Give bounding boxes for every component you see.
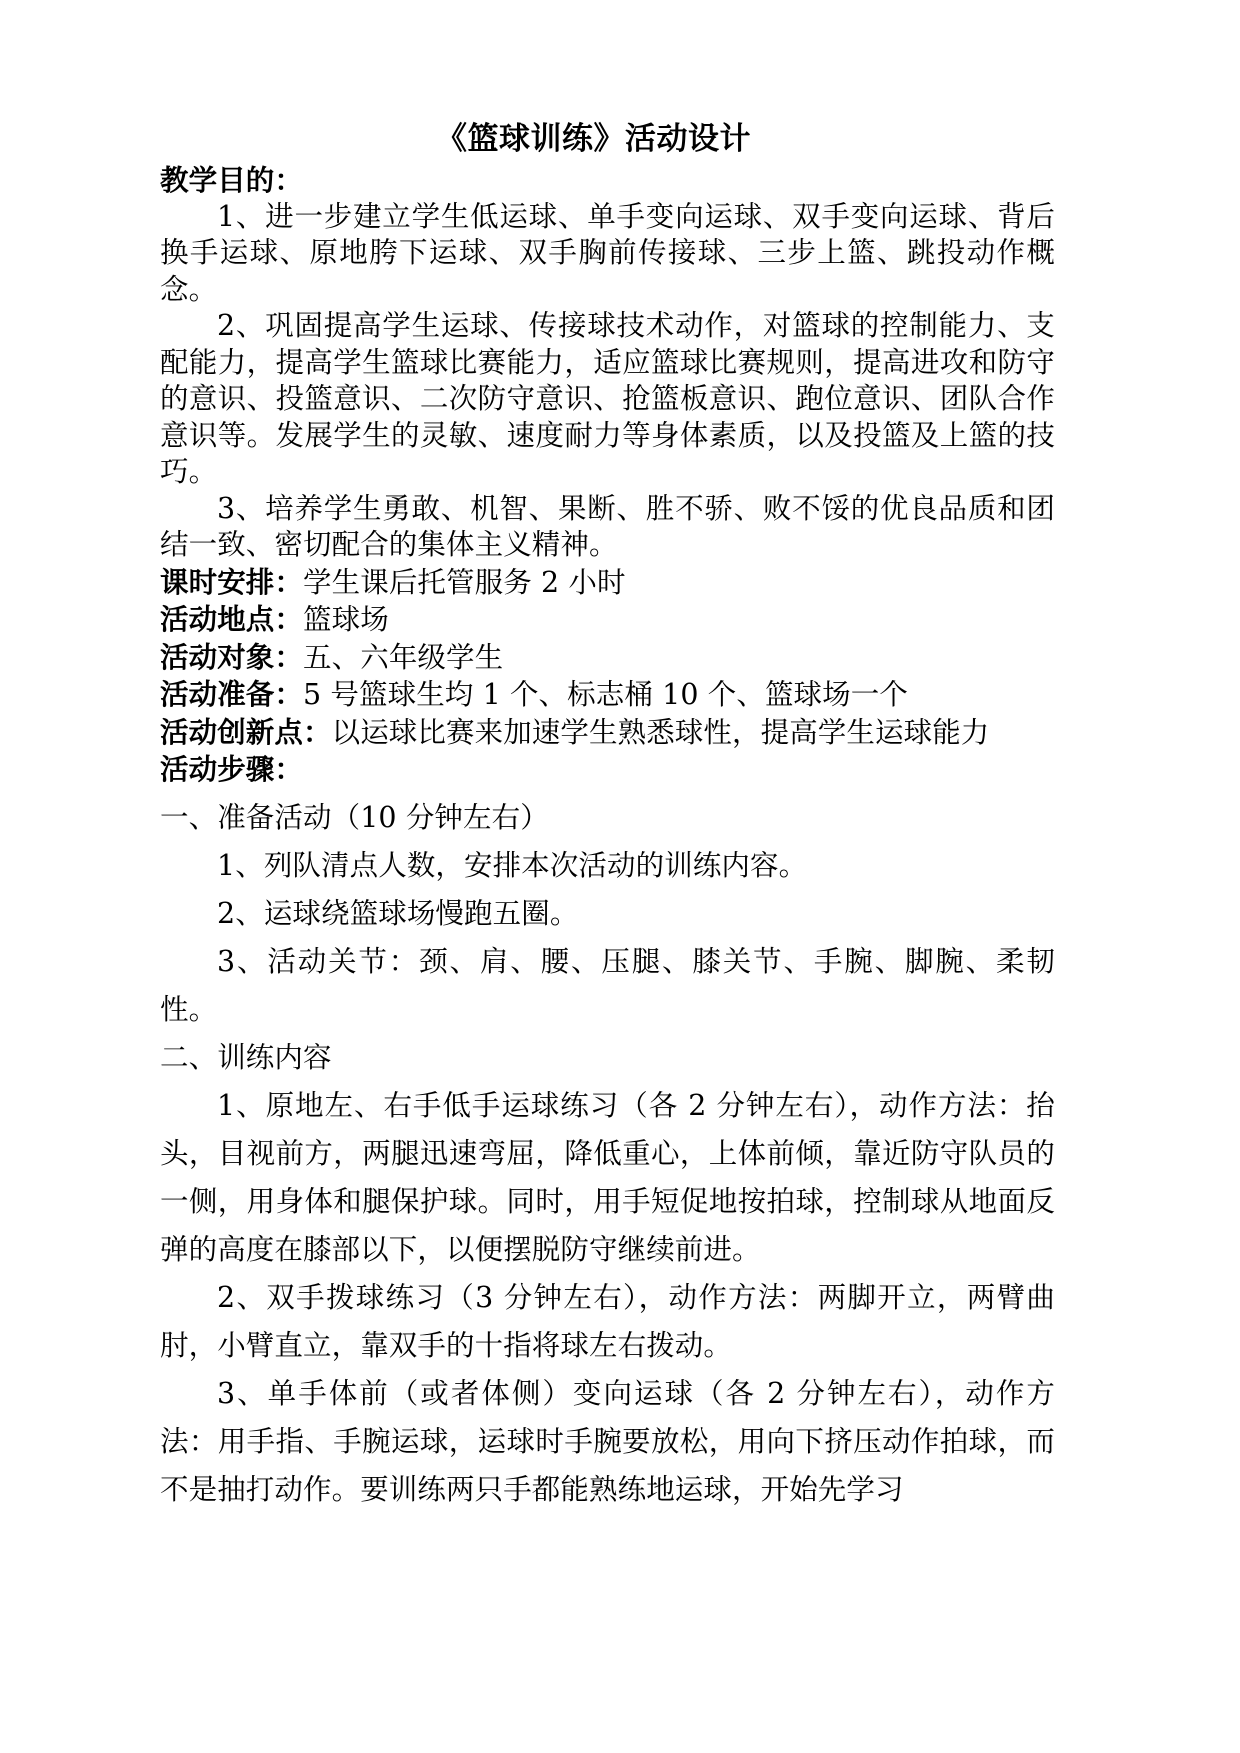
part-two-item-2: 2、双手拨球练习（3 分钟左右），动作方法：两脚开立，两臂曲肘，小臂直立，靠双手的十指将球左右拨动。	[160, 1280, 1055, 1362]
objective-item-1: 1、进一步建立学生低运球、单手变向运球、双手变向运球、背后换手运球、原地胯下运球、双手胸前传接球、三步上篮、跳投动作概念。	[160, 199, 1055, 306]
part-one-item-1: 1、列队清点人数，安排本次活动的训练内容。	[217, 848, 808, 882]
meta-value-participants: 五、六年级学生	[303, 640, 504, 674]
objective-item-2: 2、巩固提高学生运球、传接球技术动作，对篮球的控制能力、支配能力，提高学生篮球比赛能力，适应篮球比赛规则，提高进攻和防守的意识、投篮意识、二次防守意识、抢篮板意识、跑位意识、团队合作意识等。发展学生的灵敏、速度耐力等身体素质，以及投篮及上篮的技巧。	[160, 309, 1055, 488]
steps-section	[160, 794, 1055, 1514]
page-title: 《篮球训练》活动设计	[436, 121, 751, 157]
part-two-item-3: 3、单手体前（或者体侧）变向运球（各 2 分钟左右），动作方法：用手指、手腕运球，运球时手腕要放松，用向下挤压动作拍球，而不是抽打动作。要训练两只手都能熟练地运球，开始先学习	[160, 1376, 1055, 1506]
meta-value-innovation: 以运球比赛来加速学生熟悉球性，提高学生运球能力	[331, 715, 990, 749]
meta-field-location	[160, 601, 1055, 639]
meta-value-course-hours: 学生课后托管服务 2 小时	[303, 565, 626, 599]
meta-field-equipment	[160, 676, 1055, 714]
meta-value-location: 篮球场	[303, 603, 389, 636]
meta-value-equipment: 5 号篮球生均 1 个、标志桶 10 个、篮球场一个	[303, 678, 908, 711]
meta-label-location: 活动地点：	[160, 602, 304, 636]
meta-label-innovation: 活动创新点：	[160, 714, 332, 749]
meta-field-innovation	[160, 714, 1055, 752]
part-one-item-2: 2、运球绕篮球场慢跑五圈。	[217, 896, 579, 930]
meta-field-course-hours	[160, 564, 1055, 602]
part-two-heading: 二、训练内容	[160, 1040, 332, 1074]
part-one-item-3: 3、活动关节：颈、肩、腰、压腿、膝关节、手腕、脚腕、柔韧性。	[160, 944, 1055, 1026]
meta-label-course-hours: 课时安排：	[160, 564, 304, 599]
objective-item-3: 3、培养学生勇敢、机智、果断、胜不骄、败不馁的优良品质和团结一致、密切配合的集体主义精神。	[160, 491, 1055, 561]
part-one-heading: 一、准备活动（10 分钟左右）	[160, 800, 549, 834]
objectives-section	[160, 162, 1055, 788]
meta-label-participants: 活动对象：	[160, 639, 304, 674]
meta-field-participants	[160, 639, 1055, 677]
objectives-heading: 教学目的：	[160, 163, 304, 197]
meta-label-equipment: 活动准备：	[160, 677, 304, 711]
steps-heading: 活动步骤：	[160, 752, 304, 786]
part-two-item-1: 1、原地左、右手低手运球练习（各 2 分钟左右），动作方法：抬头，目视前方，两腿迅速弯屈，降低重心，上体前倾，靠近防守队员的一侧，用身体和腿保护球。同时，用手短促地按拍球，控制球从地面反弹的高度在膝部以下，以便摆脱防守继续前进。	[160, 1088, 1055, 1266]
